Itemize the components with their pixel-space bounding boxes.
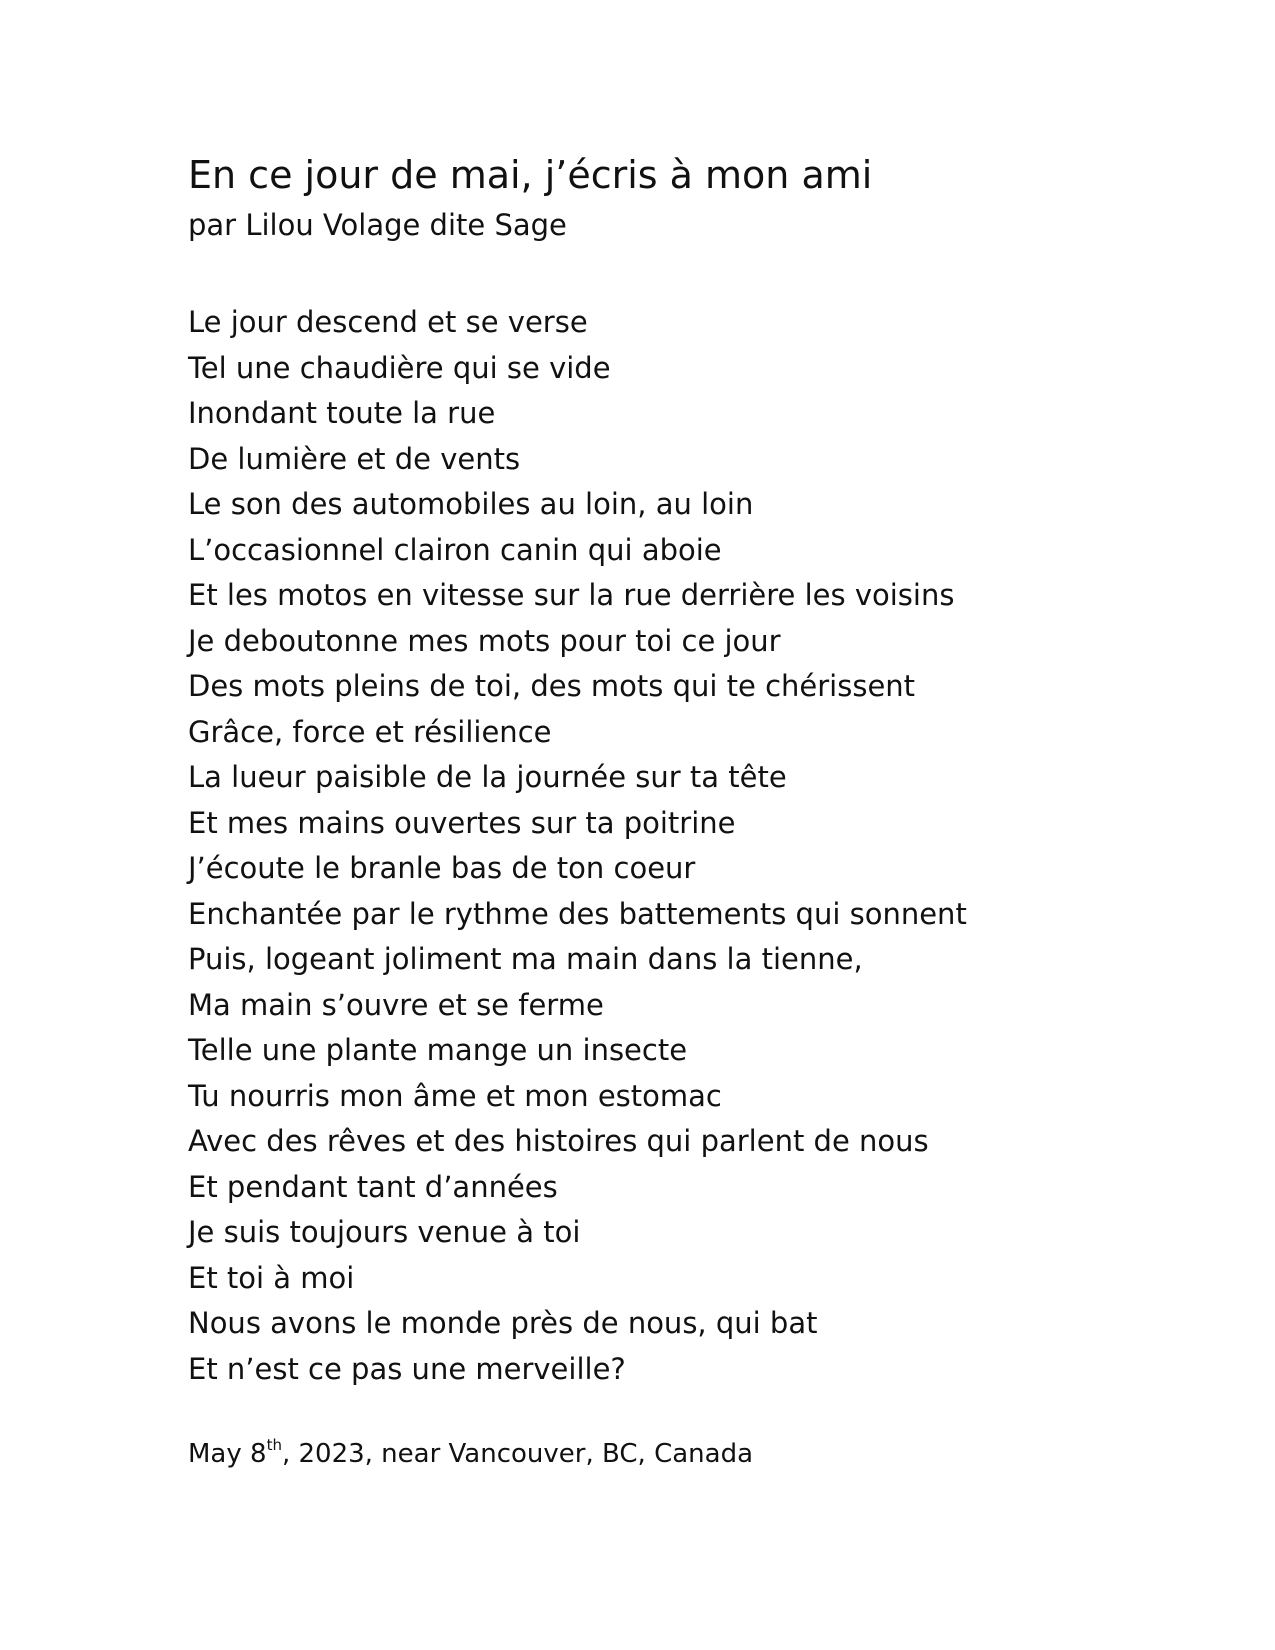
verse-line: Et mes mains ouvertes sur ta poitrine [188,805,736,840]
verse-line: L’occasionnel clairon canin qui aboie [188,532,722,567]
verse-line: Telle une plante mange un insecte [188,1033,688,1067]
verse-line: Et les motos en vitesse sur la rue derrière les voisins [188,578,955,612]
verse-line: La lueur paisible de la journée sur ta tête [188,760,787,794]
verse-line: Puis, logeant joliment ma main dans la tienne, [188,942,863,976]
verse-line: Et n’est ce pas une merveille? [188,1351,626,1386]
poem-date-location [188,1434,1188,1474]
date-ordinal-suffix: th [266,1436,282,1455]
verse-line: Nous avons le monde près de nous, qui bat [188,1306,818,1340]
verse-line: De lumière et de vents [188,441,521,476]
poem-byline: par Lilou Volage dite Sage [188,208,567,242]
verse-line: Tel une chaudière qui se vide [188,350,611,385]
verse-line: Enchantée par le rythme des battements qui sonnent [188,896,967,931]
poem-title: En ce jour de mai, j’écris à mon ami [188,153,873,197]
verse-line: Le son des automobiles au loin, au loin [188,487,754,521]
verse-line: Et toi à moi [188,1260,355,1295]
verse-line: Grâce, force et résilience [188,714,552,749]
verse-line: Des mots pleins de toi, des mots qui te chérissent [188,669,916,703]
poem-body [188,300,1188,1392]
verse-line: Ma main s’ouvre et se ferme [188,987,604,1022]
verse-line: J’écoute le branle bas de ton coeur [188,851,696,885]
poem-container [188,150,1188,1474]
verse-line: Je deboutonne mes mots pour toi ce jour [188,623,781,658]
verse-line: Le jour descend et se verse [188,305,588,339]
date-location-text: , 2023, near Vancouver, BC, Canada [281,1439,753,1469]
verse-line: Je suis toujours venue à toi [188,1215,581,1249]
verse-line: Avec des rêves et des histoires qui parlent de nous [188,1124,929,1158]
verse-line: Tu nourris mon âme et mon estomac [188,1078,722,1113]
date-day: May 8 [188,1439,267,1469]
verse-line: Inondant toute la rue [188,396,496,430]
verse-line: Et pendant tant d’années [188,1169,558,1204]
